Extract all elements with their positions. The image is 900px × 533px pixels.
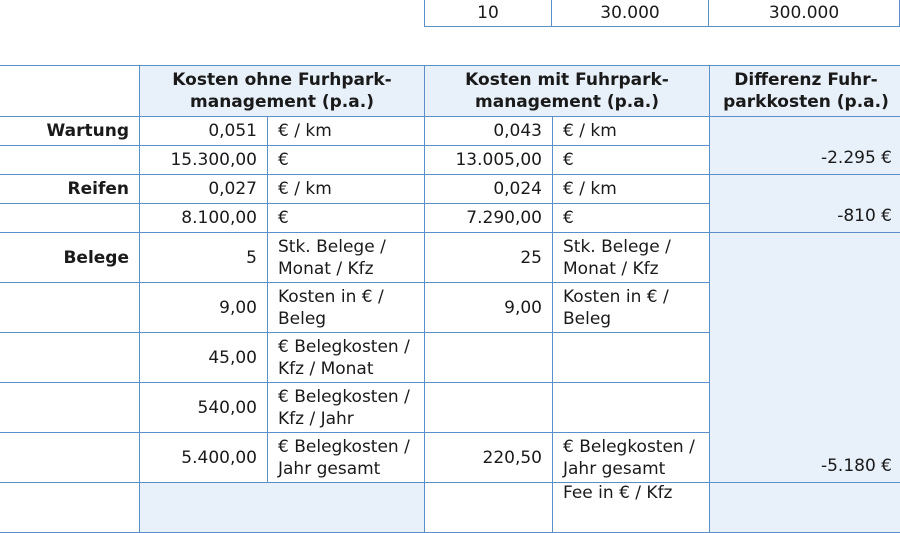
ohne-value: 15.300,00 (140, 146, 268, 175)
mit-value: 25 (425, 233, 553, 283)
ohne-unit: € / km (268, 117, 425, 146)
ohne-unit: € Belegkosten / Kfz / Jahr (268, 383, 425, 433)
ohne-value: 9,00 (140, 283, 268, 333)
mit-value (425, 383, 553, 433)
header-row (0, 66, 900, 117)
ohne-value: 5 (140, 233, 268, 283)
mit-unit (553, 333, 710, 383)
mit-unit: Fee in € / Kfz (553, 483, 710, 533)
mit-value: 220,50 (425, 433, 553, 483)
header-diff: Differenz Fuhr-parkkosten (p.a.) (710, 66, 900, 117)
table-row (0, 175, 900, 204)
top-cell-3: 300.000 (709, 0, 900, 27)
ohne-value: 45,00 (140, 333, 268, 383)
mit-unit: Stk. Belege / Monat / Kfz (553, 233, 710, 283)
mit-value: 7.290,00 (425, 204, 553, 233)
ohne-value: 0,027 (140, 175, 268, 204)
diff-belege: -5.180 € (710, 233, 900, 483)
ohne-unit: Kosten in € / Beleg (268, 283, 425, 333)
top-cell-1: 10 (425, 0, 552, 27)
ohne-unit: € (268, 146, 425, 175)
ohne-value: 5.400,00 (140, 433, 268, 483)
mit-unit: Kosten in € / Beleg (553, 283, 710, 333)
table-row (0, 117, 900, 146)
mit-unit (553, 383, 710, 433)
top-row (425, 0, 900, 27)
row-label-empty (0, 333, 140, 383)
table-row (0, 483, 900, 533)
row-label-empty (0, 146, 140, 175)
top-table (424, 0, 900, 27)
diff-empty (710, 483, 900, 533)
mit-value: 9,00 (425, 283, 553, 333)
top-cell-2: 30.000 (552, 0, 709, 27)
ohne-empty (140, 483, 425, 533)
row-label-empty (0, 383, 140, 433)
row-label-empty (0, 433, 140, 483)
row-label-reifen: Reifen (0, 175, 140, 204)
row-label-belege: Belege (0, 233, 140, 283)
row-label-empty (0, 283, 140, 333)
ohne-unit: € Belegkosten / Kfz / Monat (268, 333, 425, 383)
row-label-empty (0, 483, 140, 533)
mit-value: 13.005,00 (425, 146, 553, 175)
row-label-empty (0, 204, 140, 233)
mit-unit: € (553, 146, 710, 175)
ohne-value: 0,051 (140, 117, 268, 146)
ohne-unit: Stk. Belege / Monat / Kfz (268, 233, 425, 283)
mit-unit: € (553, 204, 710, 233)
header-empty (0, 66, 140, 117)
cost-table (0, 65, 900, 533)
row-label-wartung: Wartung (0, 117, 140, 146)
ohne-unit: € (268, 204, 425, 233)
mit-unit: € Belegkosten / Jahr gesamt (553, 433, 710, 483)
table-row (0, 233, 900, 283)
mit-value: 0,024 (425, 175, 553, 204)
ohne-value: 8.100,00 (140, 204, 268, 233)
diff-wartung: -2.295 € (710, 117, 900, 175)
header-mit: Kosten mit Fuhrpark-management (p.a.) (425, 66, 710, 117)
header-ohne: Kosten ohne Furhpark-management (p.a.) (140, 66, 425, 117)
ohne-unit: € Belegkosten / Jahr gesamt (268, 433, 425, 483)
ohne-unit: € / km (268, 175, 425, 204)
mit-unit: € / km (553, 117, 710, 146)
mit-value (425, 333, 553, 383)
mit-unit: € / km (553, 175, 710, 204)
ohne-value: 540,00 (140, 383, 268, 433)
mit-value (425, 483, 553, 533)
diff-reifen: -810 € (710, 175, 900, 233)
mit-value: 0,043 (425, 117, 553, 146)
